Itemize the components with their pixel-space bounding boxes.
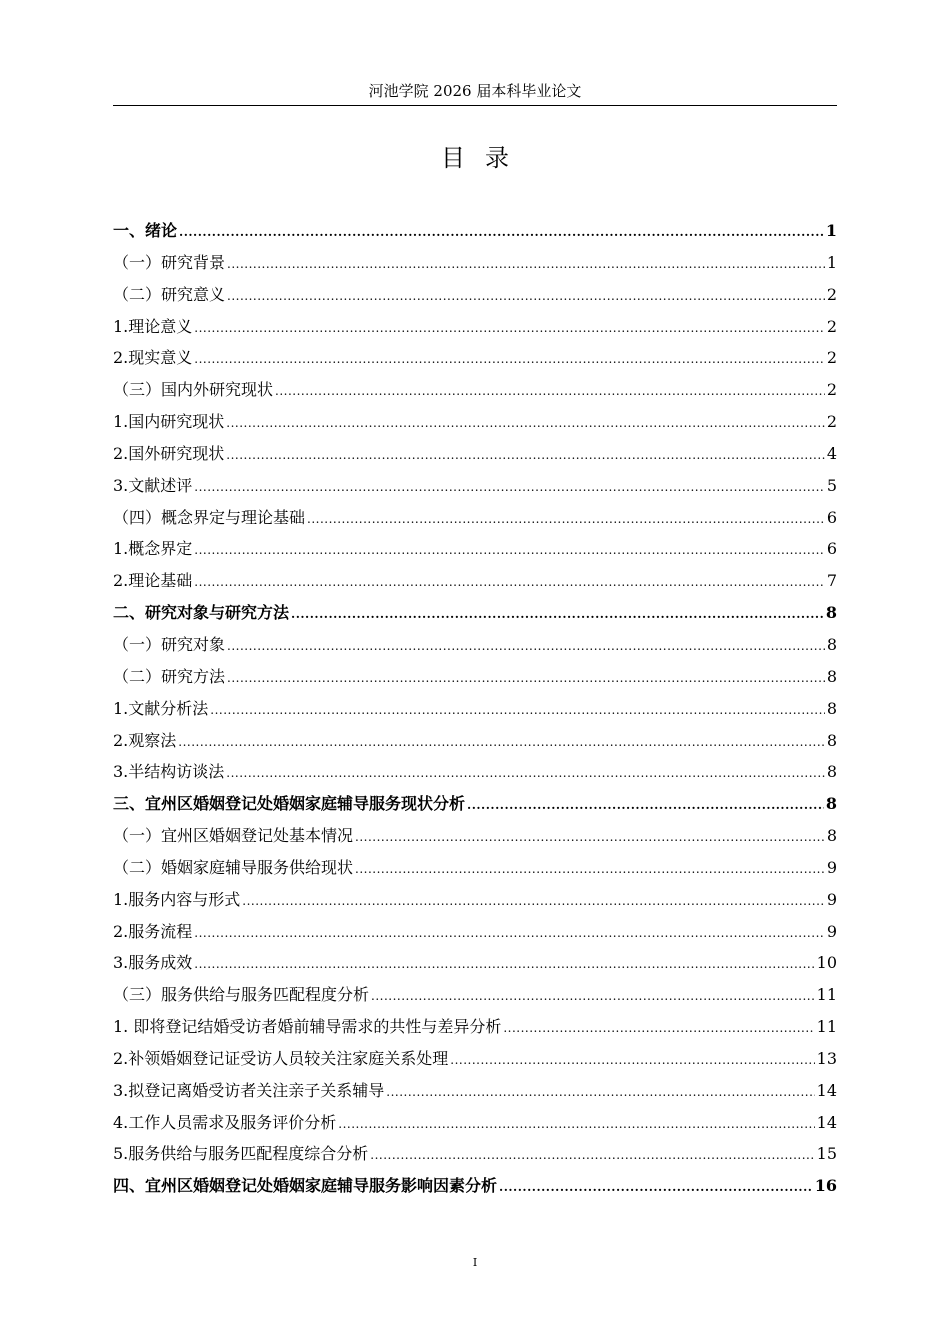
toc-entry[interactable]	[113, 916, 837, 948]
dot-leader	[226, 767, 825, 779]
toc-entry-label: 四、宜州区婚姻登记处婚姻家庭辅导服务影响因素分析	[113, 1176, 498, 1196]
toc-entry-label: 3.拟登记离婚受访者关注亲子关系辅导	[113, 1080, 385, 1100]
dot-leader	[194, 322, 825, 334]
toc-entry-page: 11	[816, 985, 837, 1005]
dot-leader	[194, 353, 825, 365]
toc-entry-page: 9	[826, 889, 837, 909]
toc-entry[interactable]	[113, 1170, 837, 1202]
dot-leader	[179, 226, 824, 238]
dot-leader	[210, 704, 825, 716]
toc-entry-label: 3.服务成效	[113, 953, 193, 973]
toc-entry-page: 10	[816, 953, 837, 973]
toc-entry-page: 6	[826, 539, 837, 559]
toc-entry[interactable]	[113, 597, 837, 629]
toc-entry[interactable]	[113, 852, 837, 884]
toc-entry-label: 1. 即将登记结婚受访者婚前辅导需求的共性与差异分析	[113, 1017, 502, 1037]
dot-leader	[194, 927, 825, 939]
toc-entry-label: 1.服务内容与形式	[113, 889, 241, 909]
toc-entry-label: （四）概念界定与理论基础	[113, 507, 306, 527]
toc-entry[interactable]	[113, 533, 837, 565]
dot-leader	[194, 576, 825, 588]
toc-entry-page: 4	[826, 443, 837, 463]
toc-entry-label: （三）服务供给与服务匹配程度分析	[113, 985, 370, 1005]
toc-entry-page: 8	[826, 634, 837, 654]
toc-entry-label: （二）研究意义	[113, 284, 226, 304]
toc-entry-label: （二）婚姻家庭辅导服务供给现状	[113, 857, 354, 877]
dot-leader	[226, 417, 825, 429]
toc-entry-label: 1.国内研究现状	[113, 412, 225, 432]
dot-leader	[503, 1022, 814, 1034]
toc-entry-label: 1.理论意义	[113, 316, 193, 336]
toc-entry-page: 15	[816, 1144, 837, 1164]
toc-entry-label: （一）宜州区婚姻登记处基本情况	[113, 826, 354, 846]
toc-title: 目录	[441, 144, 529, 172]
toc-entry[interactable]	[113, 820, 837, 852]
toc-entry-page: 2	[826, 412, 837, 432]
toc-entry[interactable]	[113, 788, 837, 820]
toc-entry-page: 1	[826, 252, 837, 272]
toc-entry[interactable]	[113, 1075, 837, 1107]
toc-entry-label: 5.服务供给与服务匹配程度综合分析	[113, 1144, 369, 1164]
toc-entry-page: 11	[816, 1017, 837, 1037]
toc-entry-page: 2	[826, 316, 837, 336]
dot-leader	[194, 481, 825, 493]
toc-entry-label: 2.理论基础	[113, 571, 193, 591]
toc-entry[interactable]	[113, 215, 837, 247]
toc-entry[interactable]	[113, 1011, 837, 1043]
toc-entry[interactable]	[113, 693, 837, 725]
toc-entry[interactable]	[113, 1107, 837, 1139]
toc-entry[interactable]	[113, 374, 837, 406]
toc-entry[interactable]	[113, 438, 837, 470]
toc-entry-label: 3.半结构访谈法	[113, 762, 225, 782]
toc-entry-label: 2.观察法	[113, 730, 177, 750]
toc-entry-label: （三）国内外研究现状	[113, 380, 274, 400]
toc-entry[interactable]	[113, 406, 837, 438]
dot-leader	[178, 736, 825, 748]
toc-entry[interactable]	[113, 247, 837, 279]
toc-entry-page: 16	[814, 1176, 837, 1196]
toc-entry[interactable]	[113, 311, 837, 343]
toc-entry-label: 1.文献分析法	[113, 698, 209, 718]
toc-entry-page: 9	[826, 921, 837, 941]
toc-entry-page: 7	[826, 571, 837, 591]
toc-entry-label: （一）研究背景	[113, 252, 226, 272]
dot-leader	[226, 449, 825, 461]
toc-entry-page: 8	[825, 603, 837, 623]
dot-leader	[194, 544, 825, 556]
dot-leader	[499, 1181, 813, 1193]
dot-leader	[355, 863, 825, 875]
toc-entry-label: 2.服务流程	[113, 921, 193, 941]
toc-entry[interactable]	[113, 470, 837, 502]
page-number: I	[472, 1256, 478, 1269]
toc-entry-page: 13	[816, 1048, 837, 1068]
dot-leader	[194, 958, 814, 970]
toc-entry[interactable]	[113, 947, 837, 979]
toc-entry[interactable]	[113, 565, 837, 597]
dot-leader	[227, 290, 825, 302]
dot-leader	[307, 513, 825, 525]
toc-entry[interactable]	[113, 502, 837, 534]
toc-entry-label: 1.概念界定	[113, 539, 193, 559]
dot-leader	[275, 385, 825, 397]
toc-entry-page: 6	[826, 507, 837, 527]
toc-entry-label: 二、研究对象与研究方法	[113, 603, 290, 623]
toc-entry-label: 2.国外研究现状	[113, 443, 225, 463]
toc-entry-page: 5	[826, 475, 837, 495]
toc-entry[interactable]	[113, 979, 837, 1011]
dot-leader	[467, 799, 824, 811]
toc-entry-page: 1	[825, 221, 837, 240]
toc-entry-label: 4.工作人员需求及服务评价分析	[113, 1112, 337, 1132]
toc-entry-page: 8	[826, 826, 837, 846]
dot-leader	[227, 258, 825, 270]
toc-entry-page: 8	[826, 730, 837, 750]
dot-leader	[291, 608, 824, 620]
dot-leader	[355, 831, 825, 843]
dot-leader	[386, 1086, 814, 1098]
toc-entry-page: 8	[826, 762, 837, 782]
toc-entry-label: 2.现实意义	[113, 348, 193, 368]
toc-entry[interactable]	[113, 1138, 837, 1170]
toc-entry-page: 2	[826, 348, 837, 368]
toc-entry-page: 9	[826, 857, 837, 877]
toc-entry[interactable]	[113, 725, 837, 757]
toc-entry-page: 14	[816, 1112, 837, 1132]
toc-entry-label: （二）研究方法	[113, 666, 226, 686]
dot-leader	[227, 672, 825, 684]
toc-entry[interactable]	[113, 279, 837, 311]
toc-entry-label: 一、绪论	[113, 221, 178, 240]
dot-leader	[450, 1054, 814, 1066]
toc-entry-page: 8	[826, 666, 837, 686]
page-header: 河池学院 2026 届本科毕业论文	[113, 78, 837, 106]
dot-leader	[242, 895, 825, 907]
toc-entry-page: 2	[826, 380, 837, 400]
toc-entry-page: 8	[826, 698, 837, 718]
toc-entry-label: 3.文献述评	[113, 475, 193, 495]
table-of-contents	[113, 215, 837, 1202]
toc-entry-page: 2	[826, 284, 837, 304]
toc-entry[interactable]	[113, 661, 837, 693]
toc-entry[interactable]	[113, 1043, 837, 1075]
toc-entry[interactable]	[113, 756, 837, 788]
toc-entry-label: 2.补领婚姻登记证受访人员较关注家庭关系处理	[113, 1048, 449, 1068]
dot-leader	[370, 1149, 814, 1161]
toc-entry-page: 8	[825, 794, 837, 814]
toc-entry-label: （一）研究对象	[113, 634, 226, 654]
toc-entry-label: 三、宜州区婚姻登记处婚姻家庭辅导服务现状分析	[113, 794, 466, 814]
dot-leader	[371, 990, 815, 1002]
toc-entry[interactable]	[113, 629, 837, 661]
dot-leader	[338, 1118, 814, 1130]
toc-entry-page: 14	[816, 1080, 837, 1100]
dot-leader	[227, 640, 825, 652]
toc-entry[interactable]	[113, 884, 837, 916]
toc-entry[interactable]	[113, 342, 837, 374]
